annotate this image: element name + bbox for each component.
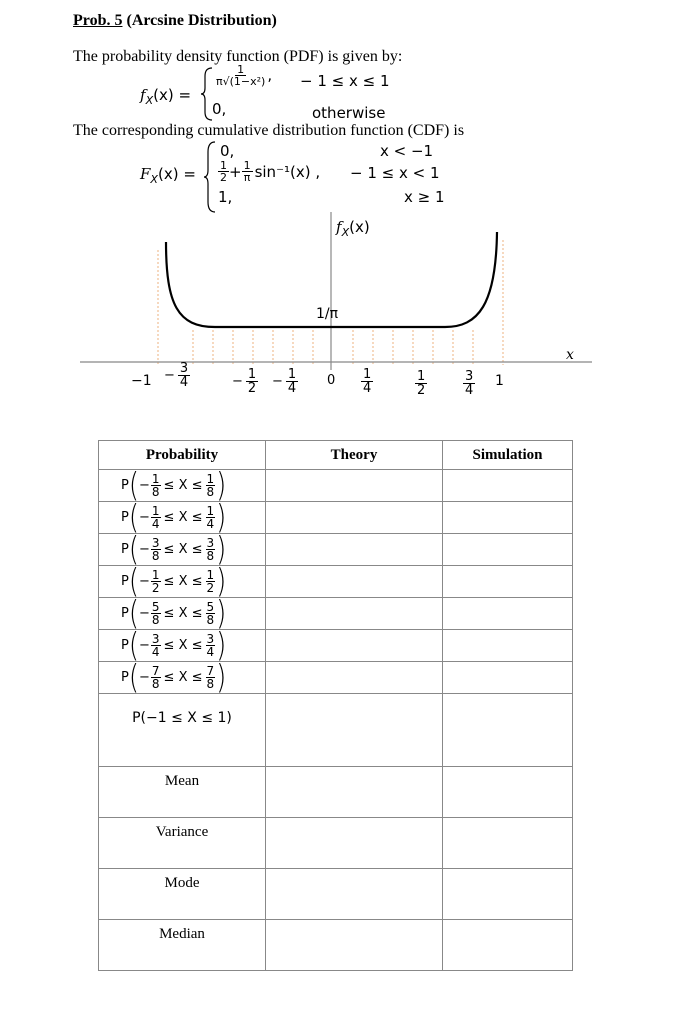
table-row bbox=[99, 566, 573, 598]
probability-cell bbox=[99, 530, 266, 569]
cdf-lhs: $F_X(x)$ = bbox=[140, 165, 196, 187]
inequality: ≤ X ≤ bbox=[163, 478, 203, 493]
stat-mean: Mean bbox=[99, 767, 266, 818]
stat-mode: Mode bbox=[99, 869, 266, 920]
inequality: ≤ X ≤ bbox=[163, 606, 203, 621]
cdf-case2-condition: − 1 ≤ x < 1 bbox=[350, 164, 440, 182]
pdf-case2-condition: otherwise bbox=[312, 104, 386, 122]
cdf-case3-condition: x ≥ 1 bbox=[404, 188, 445, 206]
table-row bbox=[99, 818, 573, 869]
probability-expression bbox=[99, 498, 265, 537]
upper-bound: $\frac{7}{8}$ bbox=[206, 664, 215, 691]
table-header-row bbox=[99, 441, 573, 470]
probability-cell bbox=[99, 466, 266, 505]
inequality: ≤ X ≤ bbox=[163, 670, 203, 685]
theory-cell[interactable] bbox=[266, 818, 443, 869]
cdf-case3-value: 1, bbox=[218, 188, 233, 206]
simulation-cell[interactable] bbox=[443, 818, 573, 869]
lower-bound: $\frac{1}{8}$ bbox=[151, 472, 160, 499]
pdf-graph bbox=[0, 210, 694, 420]
table-row bbox=[99, 598, 573, 630]
upper-bound: $\frac{1}{2}$ bbox=[206, 568, 215, 595]
close-paren: ) bbox=[216, 562, 227, 601]
tick-neg-3-4: − $\frac{3}{4}$ bbox=[164, 361, 189, 390]
open-paren: ( bbox=[128, 594, 139, 633]
pdf-case1-expr: $\frac{1}{\text{π√(1−x²)}}$ , bbox=[216, 63, 273, 88]
problem-title bbox=[73, 12, 277, 30]
lower-bound: $\frac{5}{8}$ bbox=[151, 600, 160, 627]
table-row bbox=[99, 694, 573, 767]
neg-sign: − bbox=[139, 670, 150, 685]
probability-cell bbox=[99, 562, 266, 601]
stat-variance: Variance bbox=[99, 818, 266, 869]
tick-neg-1-2: − $\frac{1}{2}$ bbox=[232, 367, 257, 396]
probability-cell bbox=[99, 498, 266, 537]
table-row bbox=[99, 534, 573, 566]
table-row bbox=[99, 767, 573, 818]
theory-cell[interactable] bbox=[266, 920, 443, 971]
close-paren: ) bbox=[216, 466, 227, 505]
neg-sign: − bbox=[139, 638, 150, 653]
pdf-intro: The probability density function (PDF) is given by: bbox=[73, 48, 403, 65]
neg-sign: − bbox=[139, 478, 150, 493]
cdf-intro: The corresponding cumulative distribution function (CDF) is bbox=[73, 122, 465, 139]
close-paren: ) bbox=[216, 530, 227, 569]
full-range-probability: P(−1 ≤ X ≤ 1) bbox=[99, 694, 266, 767]
open-paren: ( bbox=[128, 530, 139, 569]
inequality: ≤ X ≤ bbox=[163, 542, 203, 557]
lower-bound: $\frac{3}{8}$ bbox=[151, 536, 160, 563]
table-row bbox=[99, 470, 573, 502]
tick-pos-1-4: $\frac{1}{4}$ bbox=[363, 367, 372, 396]
probability-cell bbox=[99, 594, 266, 633]
close-paren: ) bbox=[216, 658, 227, 697]
pdf-case1-condition: − 1 ≤ x ≤ 1 bbox=[300, 72, 390, 90]
simulation-cell[interactable] bbox=[443, 694, 573, 767]
tick-pos-1-2: $\frac{1}{2}$ bbox=[417, 369, 426, 398]
tick-pos-1: 1 bbox=[495, 373, 504, 389]
graph-fx-label: $f_X(x)$ bbox=[336, 218, 370, 240]
simulation-cell[interactable] bbox=[443, 534, 573, 566]
simulation-cell[interactable] bbox=[443, 767, 573, 818]
problem-name: (Arcsine Distribution) bbox=[122, 12, 277, 29]
probability-expression bbox=[99, 658, 265, 697]
cdf-case1-condition: x < −1 bbox=[380, 142, 434, 160]
x-axis-label: x bbox=[566, 347, 574, 363]
simulation-cell[interactable] bbox=[443, 920, 573, 971]
open-paren: ( bbox=[128, 498, 139, 537]
probability-expression bbox=[99, 594, 265, 633]
upper-bound: $\frac{3}{8}$ bbox=[206, 536, 215, 563]
close-paren: ) bbox=[216, 594, 227, 633]
simulation-cell[interactable] bbox=[443, 630, 573, 662]
prob-p: P bbox=[121, 478, 129, 493]
open-paren: ( bbox=[128, 466, 139, 505]
lower-bound: $\frac{1}{2}$ bbox=[151, 568, 160, 595]
theory-cell[interactable] bbox=[266, 767, 443, 818]
table-row bbox=[99, 630, 573, 662]
tick-neg-1: −1 bbox=[131, 373, 152, 389]
prob-p: P bbox=[121, 542, 129, 557]
tick-neg-1-4: − $\frac{1}{4}$ bbox=[272, 367, 297, 396]
simulation-cell[interactable] bbox=[443, 566, 573, 598]
open-paren: ( bbox=[128, 562, 139, 601]
theory-cell[interactable] bbox=[266, 502, 443, 534]
one-over-pi-label: 1/π bbox=[316, 306, 339, 322]
probability-expression bbox=[99, 562, 265, 601]
table-row bbox=[99, 502, 573, 534]
cdf-case2-expr: $\frac{1}{2}$ + $\frac{1}{\pi}$ sin⁻¹(x) , bbox=[220, 159, 321, 184]
probability-expression bbox=[99, 626, 265, 665]
upper-bound: $\frac{1}{4}$ bbox=[206, 504, 215, 531]
simulation-cell[interactable] bbox=[443, 502, 573, 534]
probability-cell bbox=[99, 658, 266, 697]
theory-cell[interactable] bbox=[266, 534, 443, 566]
table-row bbox=[99, 869, 573, 920]
simulation-cell[interactable] bbox=[443, 662, 573, 694]
probability-expression bbox=[99, 530, 265, 569]
cdf-brace bbox=[203, 140, 217, 214]
inequality: ≤ X ≤ bbox=[163, 574, 203, 589]
theory-cell[interactable] bbox=[266, 694, 443, 767]
probability-cell bbox=[99, 626, 266, 665]
simulation-cell[interactable] bbox=[443, 598, 573, 630]
theory-cell[interactable] bbox=[266, 566, 443, 598]
close-paren: ) bbox=[216, 626, 227, 665]
open-paren: ( bbox=[128, 658, 139, 697]
neg-sign: − bbox=[139, 606, 150, 621]
close-paren: ) bbox=[216, 498, 227, 537]
theory-cell[interactable] bbox=[266, 470, 443, 502]
stat-median: Median bbox=[99, 920, 266, 971]
tick-zero: 0 bbox=[327, 373, 336, 388]
cdf-case1-value: 0, bbox=[220, 142, 235, 160]
header-theory: Theory bbox=[266, 441, 443, 470]
tick-pos-3-4: $\frac{3}{4}$ bbox=[465, 369, 474, 398]
prob-p: P bbox=[121, 606, 129, 621]
theory-cell[interactable] bbox=[266, 598, 443, 630]
probability-expression bbox=[99, 466, 265, 505]
prob-p: P bbox=[121, 670, 129, 685]
simulation-cell[interactable] bbox=[443, 869, 573, 920]
prob-p: P bbox=[121, 638, 129, 653]
upper-bound: $\frac{1}{8}$ bbox=[206, 472, 215, 499]
problem-number: Prob. 5 bbox=[73, 12, 123, 29]
upper-bound: $\frac{3}{4}$ bbox=[206, 632, 215, 659]
header-simulation: Simulation bbox=[443, 441, 573, 470]
theory-cell[interactable] bbox=[266, 869, 443, 920]
simulation-cell[interactable] bbox=[443, 470, 573, 502]
neg-sign: − bbox=[139, 510, 150, 525]
neg-sign: − bbox=[139, 542, 150, 557]
pdf-case2-value: 0, bbox=[212, 100, 227, 118]
results-table bbox=[98, 440, 573, 971]
theory-cell[interactable] bbox=[266, 662, 443, 694]
prob-p: P bbox=[121, 574, 129, 589]
pdf-lhs: $f_X(x)$ = bbox=[140, 86, 192, 108]
table-row bbox=[99, 662, 573, 694]
inequality: ≤ X ≤ bbox=[163, 638, 203, 653]
lower-bound: $\frac{3}{4}$ bbox=[151, 632, 160, 659]
open-paren: ( bbox=[128, 626, 139, 665]
table-row bbox=[99, 920, 573, 971]
prob-p: P bbox=[121, 510, 129, 525]
inequality: ≤ X ≤ bbox=[163, 510, 203, 525]
lower-bound: $\frac{7}{8}$ bbox=[151, 664, 160, 691]
neg-sign: − bbox=[139, 574, 150, 589]
lower-bound: $\frac{1}{4}$ bbox=[151, 504, 160, 531]
theory-cell[interactable] bbox=[266, 630, 443, 662]
header-probability: Probability bbox=[99, 441, 266, 470]
upper-bound: $\frac{5}{8}$ bbox=[206, 600, 215, 627]
